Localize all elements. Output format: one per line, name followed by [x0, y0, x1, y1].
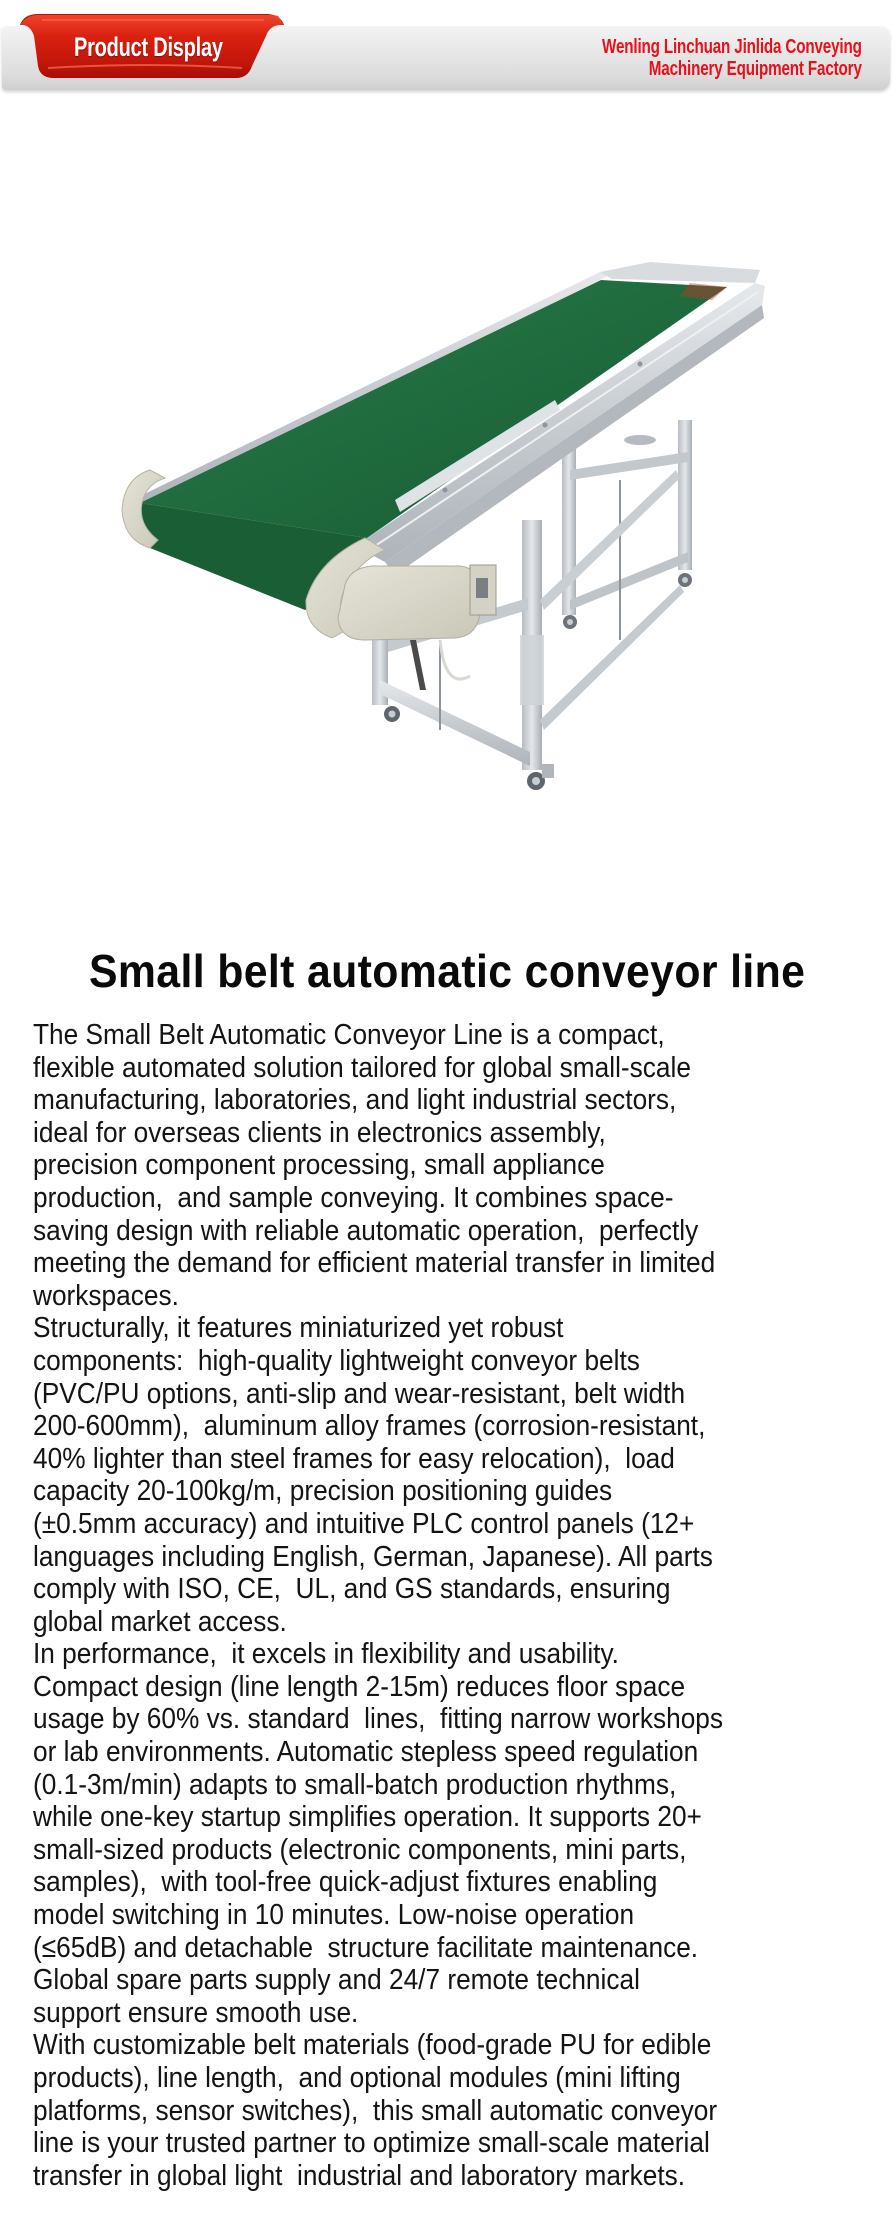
header-banner — [0, 0, 895, 100]
article-paragraph — [33, 1312, 848, 1638]
paragraph-line: meeting the demand for efficient material transfer in limited — [33, 1247, 716, 1280]
paragraph-line: usage by 60% vs. standard lines, fitting narrow workshops — [33, 1703, 724, 1736]
paragraph-line: production, and sample conveying. It combines space- — [33, 1181, 674, 1214]
back-frame — [562, 420, 692, 640]
article-title — [0, 944, 895, 998]
paragraph-line: manufacturing, laboratories, and light industrial sectors, — [33, 1084, 677, 1117]
paragraph-line: support ensure smooth use. — [33, 1996, 359, 2029]
paragraph-line: products), line length, and optional modules (mini lifting — [33, 2062, 681, 2094]
product-image — [0, 100, 895, 920]
company-name — [520, 36, 862, 80]
conveyor-illustration — [0, 100, 895, 920]
paragraph-line: ideal for overseas clients in electronics assembly, — [33, 1116, 606, 1149]
paragraph-line: In performance, it excels in flexibility and usability. — [33, 1638, 619, 1671]
paragraph-line: small-sized products (electronic components, mini parts, — [33, 1833, 687, 1866]
paragraph-line: (≤65dB) and detachable structure facilitate maintenance. — [33, 1931, 699, 1964]
paragraph-line: line is your trusted partner to optimize small-scale material — [33, 2127, 710, 2160]
company-name-line-2: Machinery Equipment Factory — [649, 58, 862, 80]
paragraph-line: components: high-quality lightweight conveyor belts — [33, 1344, 640, 1377]
article-body — [33, 1019, 848, 2192]
paragraph-line: With customizable belt materials (food-grade PU for edible — [33, 2029, 712, 2062]
paragraph-line: workspaces. — [33, 1279, 179, 1312]
section-label: Product Display — [74, 32, 223, 62]
paragraph-line: The Small Belt Automatic Conveyor Line is a compact, — [33, 1019, 665, 1051]
paragraph-line: Compact design (line length 2-15m) reduces floor space — [33, 1670, 686, 1703]
paragraph-line: global market access. — [33, 1605, 287, 1638]
article-paragraph — [33, 1019, 848, 1312]
paragraph-line: (0.1-3m/min) adapts to small-batch production rhythms, — [33, 1768, 677, 1801]
paragraph-line: precision component processing, small appliance — [33, 1149, 605, 1182]
paragraph-line: (PVC/PU options, anti-slip and wear-resistant, belt width — [33, 1377, 686, 1410]
page-title: Small belt automatic conveyor line — [89, 945, 806, 997]
paragraph-line: (±0.5mm accuracy) and intuitive PLC control panels (12+ — [33, 1507, 695, 1540]
paragraph-line: platforms, sensor switches), this small automatic conveyor — [33, 2094, 718, 2127]
paragraph-line: capacity 20-100kg/m, precision positioning guides — [33, 1475, 613, 1508]
motor-cover-icon — [338, 566, 480, 640]
paragraph-line: 200-600mm), aluminum alloy frames (corrosion-resistant, — [33, 1410, 706, 1443]
paragraph-line: comply with ISO, CE, UL, and GS standards, ensuring — [33, 1573, 671, 1606]
paragraph-line: while one-key startup simplifies operation. It supports 20+ — [33, 1801, 702, 1834]
paragraph-line: Structurally, it features miniaturized yet robust — [33, 1312, 564, 1345]
paragraph-line: saving design with reliable automatic operation, perfectly — [33, 1214, 699, 1247]
paragraph-line: transfer in global light industrial and laboratory markets. — [33, 2159, 686, 2192]
paragraph-line: 40% lighter than steel frames for easy relocation), load — [33, 1442, 675, 1475]
paragraph-line: or lab environments. Automatic stepless speed regulation — [33, 1736, 699, 1769]
company-name-line-1: Wenling Linchuan Jinlida Conveying — [602, 36, 862, 58]
paragraph-line: Global spare parts supply and 24/7 remote technical — [33, 1964, 640, 1997]
paragraph-line: flexible automated solution tailored for global small-scale — [33, 1051, 691, 1084]
paragraph-line: languages including English, German, Japanese). All parts — [33, 1540, 713, 1573]
article-paragraph — [33, 1638, 848, 2029]
article-paragraph — [33, 2029, 848, 2192]
paragraph-line: model switching in 10 minutes. Low-noise operation — [33, 1899, 635, 1932]
paragraph-line: samples), with tool-free quick-adjust fixtures enabling — [33, 1866, 658, 1899]
